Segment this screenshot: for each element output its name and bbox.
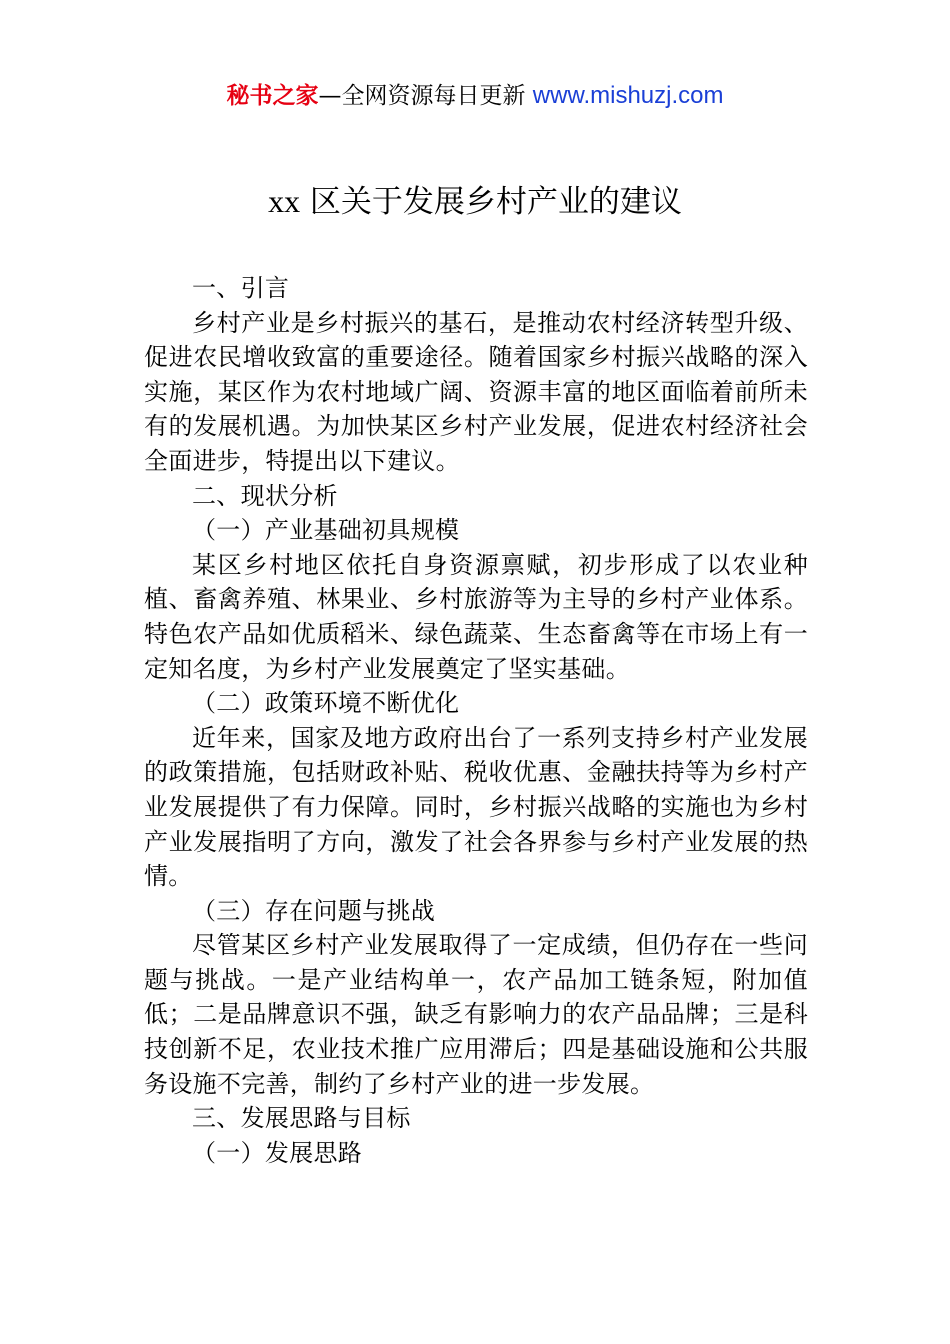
site-header (0, 80, 950, 112)
paragraph-industry-base: 某区乡村地区依托自身资源禀赋，初步形成了以农业种植、畜禽养殖、林果业、乡村旅游等为主导的乡村产业体系。特色农产品如优质稻米、绿色蔬菜、生态畜禽等在市场上有一定知名度，为乡村产业发展奠定了坚实基础。 (144, 550, 808, 683)
subsection-heading-policy: （二）政策环境不断优化 (192, 689, 460, 718)
site-url-link[interactable]: www.mishuzj.com (532, 82, 724, 109)
document-title (0, 178, 950, 225)
section-heading-ideas-goals: 三、发展思路与目标 (192, 1104, 411, 1133)
document-body (144, 271, 808, 1170)
subsection-heading-ideas: （一）发展思路 (192, 1138, 363, 1167)
title-text: 区关于发展乡村产业的建议 (300, 184, 682, 220)
section-heading-status: 二、现状分析 (192, 481, 338, 510)
section-heading-intro: 一、引言 (192, 274, 290, 302)
paragraph-policy: 近年来，国家及地方政府出台了一系列支持乡村产业发展的政策措施，包括财政补贴、税收优惠、金融扶持等为乡村产业发展提供了有力保障。同时，乡村振兴战略的实施也为乡村产业发展指明了方向，激发了社会各界参与乡村产业发展的热情。 (144, 723, 808, 891)
site-tagline: —全网资源每日更新 (318, 83, 533, 109)
paragraph-intro: 乡村产业是乡村振兴的基石，是推动农村经济转型升级、促进农民增收致富的重要途径。随着国家乡村振兴战略的深入实施，某区作为农村地域广阔、资源丰富的地区面临着前所未有的发展机遇。为加快某区乡村产业发展，促进农村经济社会全面进步，特提出以下建议。 (144, 308, 808, 475)
subsection-heading-problems: （三）存在问题与挑战 (192, 896, 435, 925)
subsection-heading-industry-base: （一）产业基础初具规模 (192, 516, 460, 545)
paragraph-problems: 尽管某区乡村产业发展取得了一定成绩，但仍存在一些问题与挑战。一是产业结构单一，农产品加工链条短，附加值低；二是品牌意识不强，缺乏有影响力的农产品品牌；三是科技创新不足，农业技术推广应用滞后；四是基础设施和公共服务设施不完善，制约了乡村产业的进一步发展。 (144, 931, 808, 1098)
site-brand: 秘书之家 (226, 83, 319, 109)
title-prefix: xx (268, 183, 301, 219)
